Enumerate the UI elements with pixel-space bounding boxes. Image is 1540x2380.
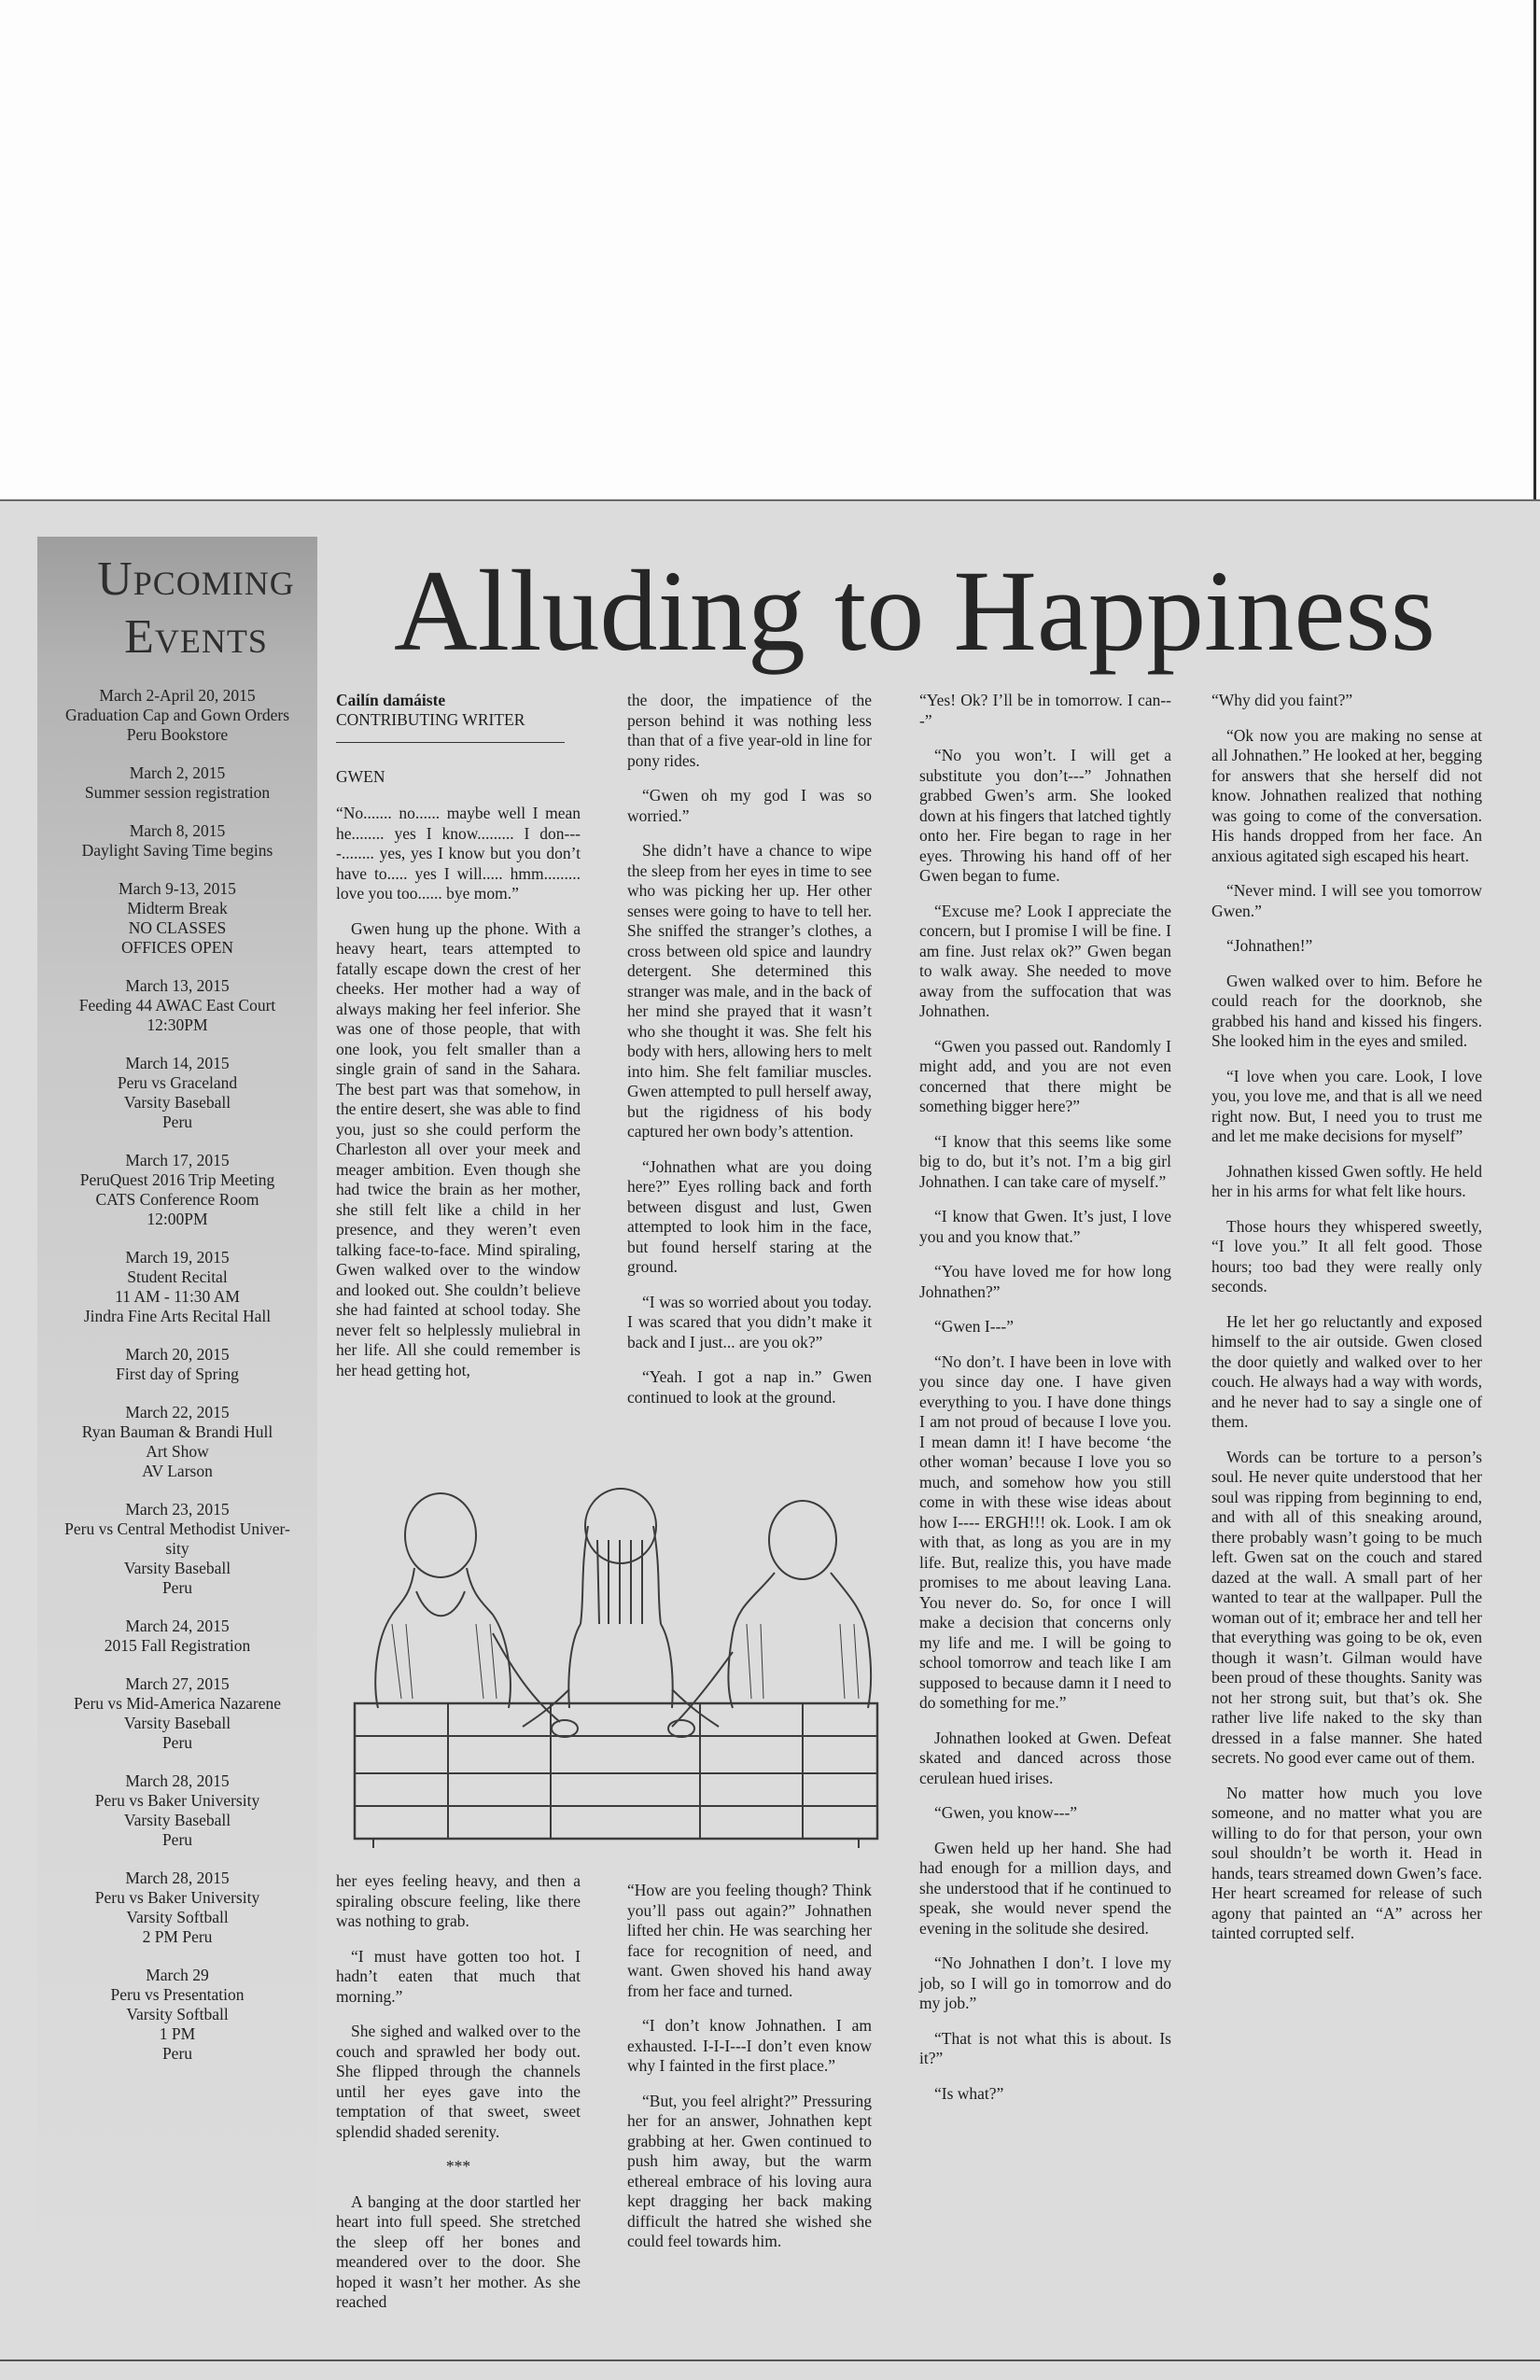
byline-rule — [336, 742, 565, 743]
event-detail: Peru — [161, 1830, 193, 1849]
article-paragraph: She didn’t have a chance to wipe the sleep from her eyes in time to see who was picking her up. Her other senses were going to have to tell her. She sniffed the stranger’s clothes, a cross between old spice and laundry detergent. She determined this stranger was male, and in the back of her mind she prayed that it wasn’t who she thought it was. She felt his body with hers, allowing hers to melt into him. She felt familiar muscles. Gwen attempted to pull herself away, but the rigidness of his body captured her own body’s attention. — [627, 841, 872, 1141]
article-paragraph: “Why did you faint?” — [1211, 691, 1353, 709]
event-detail: Peru vs Presentation — [110, 1985, 245, 2004]
event-detail: Varsity Baseball — [123, 1093, 231, 1112]
section-label: GWEN — [336, 766, 385, 786]
article-column-4 — [1211, 691, 1482, 1959]
event-date: March 17, 2015 — [125, 1151, 230, 1169]
event-detail: Jindra Fine Arts Recital Hall — [83, 1307, 272, 1325]
event-date: March 13, 2015 — [125, 976, 230, 995]
event-item — [37, 1248, 317, 1326]
column-2-top-text — [627, 691, 872, 1407]
author-name: Cailín damáiste — [336, 691, 446, 709]
event-detail: 12:00PM — [147, 1210, 208, 1228]
event-date: March 2, 2015 — [129, 763, 226, 782]
article-paragraph: “I don’t know Johnathen. I am exhausted. I-I-I---I don’t even know why I fainted in the first place.” — [627, 2016, 872, 2075]
article-paragraph: “I was so worried about you today. I was scared that you didn’t make it back and I just... are you ok?” — [627, 1292, 872, 1351]
event-item — [37, 1403, 317, 1481]
event-date: March 29 — [146, 1966, 209, 1984]
event-item — [37, 1054, 317, 1132]
article-paragraph: “Yes! Ok? I’ll be in tomorrow. I can---” — [919, 691, 1171, 730]
event-detail: 12:30PM — [147, 1015, 208, 1034]
event-item — [37, 1617, 317, 1656]
article-paragraph: No matter how much you love someone, and no matter what you are willing to do for that person, your own soul shouldn’t be worth it. Head in hands, tears streamed down Gwen’s face. Her heart screamed for release of such agony that painted an “A” across her tainted corrupted self. — [1211, 1783, 1482, 1942]
article-paragraph: “Johnathen!” — [1226, 936, 1313, 955]
event-detail: NO CLASSES — [128, 918, 227, 937]
column-1-top-text — [336, 804, 581, 1380]
event-detail: 2015 Fall Registration — [104, 1636, 251, 1655]
article-paragraph: “I must have gotten too hot. I hadn’t eaten that much that morning.” — [336, 1946, 581, 2006]
article-paragraph: A banging at the door startled her heart into full speed. She stretched the sleep off her bones and meandered over to the door. She hoped it wasn’t her mother. As she reached — [336, 2191, 581, 2311]
event-detail: Peru — [161, 2044, 193, 2063]
event-detail: sity — [165, 1539, 189, 1558]
event-item — [37, 1771, 317, 1850]
event-date: March 9-13, 2015 — [119, 879, 236, 898]
events-heading-line1: Upcoming — [97, 553, 295, 606]
article-paragraph: “I know that Gwen. It’s just, I love you and you know that.” — [919, 1207, 1171, 1246]
event-detail: Student Recital — [127, 1267, 228, 1286]
event-item — [37, 1966, 317, 2064]
column-1-bottom-text — [336, 1871, 581, 2313]
page-margin-top — [0, 0, 1540, 499]
event-date: March 28, 2015 — [125, 1869, 230, 1887]
article-paragraph: the door, the impatience of the person behind it was nothing less than that of a five year-old in line for pony rides. — [627, 691, 872, 770]
article-title: Alluding to Happiness — [394, 547, 1435, 675]
event-item — [37, 821, 317, 861]
article-paragraph: “You have loved me for how long Johnathen?” — [919, 1262, 1171, 1301]
article-paragraph: “How are you feeling though? Think you’ll pass out again?” Johnathen lifted her chin. He was searching her face for recognition of need, and want. Gwen shoved his hand away from her face and turned. — [627, 1881, 872, 2000]
event-date: March 20, 2015 — [125, 1345, 230, 1364]
article-column-2 — [627, 691, 872, 1422]
article-paragraph: Gwen hung up the phone. With a heavy heart, tears attempted to fatally escape down the crest of her cheeks. Her mother had a way of always making her feel inferior. She was one of those people, that with one look, you felt smaller than a single grain of sand in the Sahara. The best part was that somehow, in the entire desert, she was able to find you, just so she could perform the Charleston all over your meek and meager ambition. Even though she had twice the brain as her mother, she still felt like a child in her presence, and they weren’t even talking face-to-face. Mind spiraling, Gwen walked over to the window and looked out. She couldn’t believe she had fainted at school today. She never felt so helplessly muliebral in her life. All she could remember is her head getting hot, — [336, 918, 581, 1379]
event-item — [37, 976, 317, 1035]
event-detail: Peru — [161, 1733, 193, 1752]
event-detail: Peru vs Baker University — [94, 1888, 260, 1907]
article-paragraph: “I know that this seems like some big to do, but it’s not. I’m a big girl Johnathen. I can take care of myself.” — [919, 1131, 1171, 1191]
scan-edge — [1533, 0, 1536, 509]
article-paragraph: “Is what?” — [934, 2083, 1004, 2103]
event-detail: Daylight Saving Time begins — [81, 841, 273, 860]
article-paragraph: Johnathen kissed Gwen softly. He held her in his arms for what felt like hours. — [1211, 1161, 1482, 1200]
event-detail: CATS Conference Room — [95, 1190, 259, 1209]
event-detail: AV Larson — [142, 1462, 213, 1480]
article-column-2-bottom — [627, 1881, 872, 2267]
event-date: March 14, 2015 — [125, 1054, 230, 1072]
article-paragraph: “No....... no...... maybe well I mean he........ yes I know......... I don----........ yes, yes I know but you don’t have to..... yes I will..... hmm......... love you too...... bye mom.” — [336, 804, 581, 903]
event-item — [37, 1869, 317, 1947]
event-detail: Peru Bookstore — [126, 725, 229, 744]
event-detail: Varsity Softball — [126, 2005, 229, 2023]
event-detail: Peru — [161, 1113, 193, 1131]
event-item — [37, 1674, 317, 1753]
event-detail: Feeding 44 AWAC East Court — [78, 996, 276, 1015]
article-paragraph: “No you won’t. I will get a substitute you don’t---” Johnathen grabbed Gwen’s arm. She looked down at his fingers that latched tightly onto her. Fire began to rage in her eyes. Throwing his hand off of her Gwen began to fume. — [919, 746, 1171, 885]
article-paragraph: “Gwen, you know---” — [934, 1803, 1078, 1822]
events-heading — [75, 551, 317, 666]
article-paragraph: Johnathen looked at Gwen. Defeat skated and danced across those cerulean hued irises. — [919, 1728, 1171, 1787]
event-detail: Graduation Cap and Gown Orders — [64, 706, 290, 724]
article-paragraph: “Yeah. I got a nap in.” Gwen continued to look at the ground. — [627, 1367, 872, 1407]
event-detail: Ryan Bauman & Brandi Hull — [81, 1422, 273, 1441]
event-item — [37, 763, 317, 803]
article-paragraph: He let her go reluctantly and exposed himself to the air outside. Gwen closed the door quietly and walked over to her couch. He always had a way with words, and he never had to say a single one of them. — [1211, 1311, 1482, 1431]
article-column-1-bottom — [336, 1871, 581, 2328]
event-date: March 24, 2015 — [125, 1617, 230, 1635]
event-date: March 2-April 20, 2015 — [99, 686, 256, 705]
article-paragraph: “But, you feel alright?” Pressuring her for an answer, Johnathen kept grabbing at her. Gwen continued to push him away, but the warm ethereal embrace of his loving aura kept dragging her back making difficult the hatred she wished she could feel towards him. — [627, 2091, 872, 2250]
column-2-bottom-text — [627, 1881, 872, 2252]
article-paragraph: “I love when you care. Look, I love you, you love me, and that is all we need right now. But, I need you to trust me and let me make decisions for myself” — [1211, 1066, 1482, 1145]
article-paragraph: Words can be torture to a person’s soul. He never quite understood that her soul was ripping from beginning to end, and with all of this sneaking around, there probably wasn’t going to be much left. Gwen sat on the couch and stared dazed at the wall. A small part of her wanted to tear at the wallpaper. Pull the woman out of it; embrace her and tell her that everything was going to be ok, even though it wasn’t. Gilman would have been proud of these thoughts. Sanity was not her strong suit, but that’s ok. She rather live life naked to the sky than dressed in a false manner. She hated secrets. No good ever came out of them. — [1211, 1447, 1482, 1767]
event-detail: Varsity Baseball — [123, 1559, 231, 1577]
article-paragraph: Those hours they whispered sweetly, “I love you.” It all felt good. Those hours; too bad they were really only seconds. — [1211, 1216, 1482, 1295]
article-paragraph: “Ok now you are making no sense at all Johnathen.” He looked at her, begging for answers that she herself did not know. Johnathen realized that nothing was going to come of the conversation. His hands dropped from her face. An anxious agitated sigh escaped his heart. — [1211, 725, 1482, 865]
event-date: March 23, 2015 — [125, 1500, 230, 1519]
event-detail: 11 AM - 11:30 AM — [115, 1287, 240, 1306]
event-detail: OFFICES OPEN — [120, 938, 234, 957]
event-detail: Midterm Break — [127, 899, 228, 917]
article-paragraph: *** — [445, 2157, 471, 2176]
article-paragraph: “Gwen I---” — [934, 1317, 1015, 1336]
event-detail: Summer session registration — [84, 783, 271, 802]
event-date: March 22, 2015 — [125, 1403, 230, 1421]
event-detail: Art Show — [146, 1442, 209, 1461]
event-item — [37, 686, 317, 745]
article-paragraph: Gwen held up her hand. She had had enough for a million days, and she understood that if he continued to speak, she would never spend the evening in the solitude she desired. — [919, 1838, 1171, 1938]
article-paragraph: “Excuse me? Look I appreciate the concern, but I promise I will be fine. I am fine. Just relax ok?” Gwen began to walk away. She needed to move away from the suffocation that was Johnathen. — [919, 901, 1171, 1020]
event-detail: Varsity Baseball — [123, 1811, 231, 1829]
event-detail: Peru vs Baker University — [94, 1791, 260, 1810]
article-paragraph: “That is not what this is about. Is it?” — [919, 2028, 1171, 2067]
article-paragraph: Gwen walked over to him. Before he could reach for the doorknob, she grabbed his hand and kissed his fingers. She looked him in the eyes and smiled. — [1211, 971, 1482, 1050]
column-3-text — [919, 691, 1171, 2104]
column-4-text — [1211, 691, 1482, 1944]
article-paragraph: “No don’t. I have been in love with you since day one. I have given everything to you. I have done things I am not proud of because I love you. I mean damn it! I have become ‘the other woman’ because I love you so much, and somehow how you still come in with these wise ideas about how I---- ERGH!!! ok. Look. I am ok with that, as long as you are in my life. But, realize this, you have made promises to me about leaving Lana. You never do. So, for once I will make a decision that concerns only my life and me. I will be going to school tomorrow and teach like I am supposed to because damn it I need to do something for me.” — [919, 1351, 1171, 1712]
event-detail: 2 PM Peru — [142, 1927, 213, 1946]
event-detail: First day of Spring — [116, 1365, 239, 1383]
event-detail: Peru vs Mid-America Nazarene — [73, 1694, 282, 1713]
article-paragraph: “Gwen you passed out. Randomly I might add, and you are not even concerned that there might be something bigger here?” — [919, 1036, 1171, 1115]
event-date: March 28, 2015 — [125, 1771, 230, 1790]
event-date: March 19, 2015 — [125, 1248, 230, 1267]
author-role: CONTRIBUTING WRITER — [336, 710, 525, 729]
events-heading-line2: Events — [124, 610, 268, 664]
event-detail: Varsity Baseball — [123, 1714, 231, 1732]
article-column-3 — [919, 691, 1171, 2119]
sheet-bottom-edge — [0, 2359, 1540, 2361]
event-detail: 1 PM — [159, 2024, 196, 2043]
event-detail: Peru — [161, 1578, 193, 1597]
event-detail: Peru vs Central Methodist Univer- — [64, 1519, 290, 1538]
event-date: March 8, 2015 — [129, 821, 226, 840]
article-paragraph: “No Johnathen I don’t. I love my job, so I will go in tomorrow and do my job.” — [919, 1953, 1171, 2012]
event-item — [37, 879, 317, 958]
event-date: March 27, 2015 — [125, 1674, 230, 1693]
article-paragraph: her eyes feeling heavy, and then a spiraling obscure feeling, like there was nothing to grab. — [336, 1871, 581, 1930]
three-figures-on-bench-sketch-icon — [336, 1484, 896, 1848]
event-item — [37, 1151, 317, 1229]
event-detail: PeruQuest 2016 Trip Meeting — [79, 1170, 275, 1189]
events-list — [37, 686, 317, 2082]
article-paragraph: “Never mind. I will see you tomorrow Gwen.” — [1211, 881, 1482, 920]
event-detail: Peru vs Graceland — [117, 1073, 238, 1092]
article-paragraph: She sighed and walked over to the couch and sprawled her body out. She flipped through the channels until her eyes gave into the temptation of that sweet, sweet splendid shaded serenity. — [336, 2022, 581, 2141]
event-item — [37, 1500, 317, 1598]
event-detail: Varsity Softball — [126, 1908, 229, 1926]
article-column-1 — [336, 691, 581, 1395]
event-item — [37, 1345, 317, 1384]
article-paragraph: “Johnathen what are you doing here?” Eyes rolling back and forth between disgust and lust, Gwen attempted to look him in the face, but found herself staring at the ground. — [627, 1156, 872, 1276]
article-paragraph: “Gwen oh my god I was so worried.” — [627, 786, 872, 825]
